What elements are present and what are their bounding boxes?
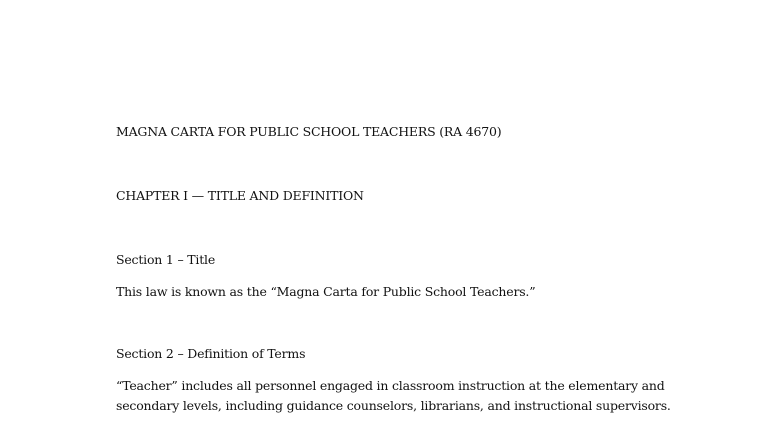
section-2-body-line-1: “Teacher” includes all personnel engaged in classroom instruction at the elementary and xyxy=(116,378,665,393)
section-1-body: This law is known as the “Magna Carta for Public School Teachers.” xyxy=(116,284,536,299)
section-2-body-line-2: secondary levels, including guidance counselors, librarians, and instructional supervisors. xyxy=(116,398,671,413)
section-1-heading: Section 1 – Title xyxy=(116,252,216,267)
document-title: MAGNA CARTA FOR PUBLIC SCHOOL TEACHERS (RA 4670) xyxy=(116,124,502,139)
chapter-heading: CHAPTER I — TITLE AND DEFINITION xyxy=(116,188,364,203)
section-2-heading: Section 2 – Definition of Terms xyxy=(116,346,306,361)
